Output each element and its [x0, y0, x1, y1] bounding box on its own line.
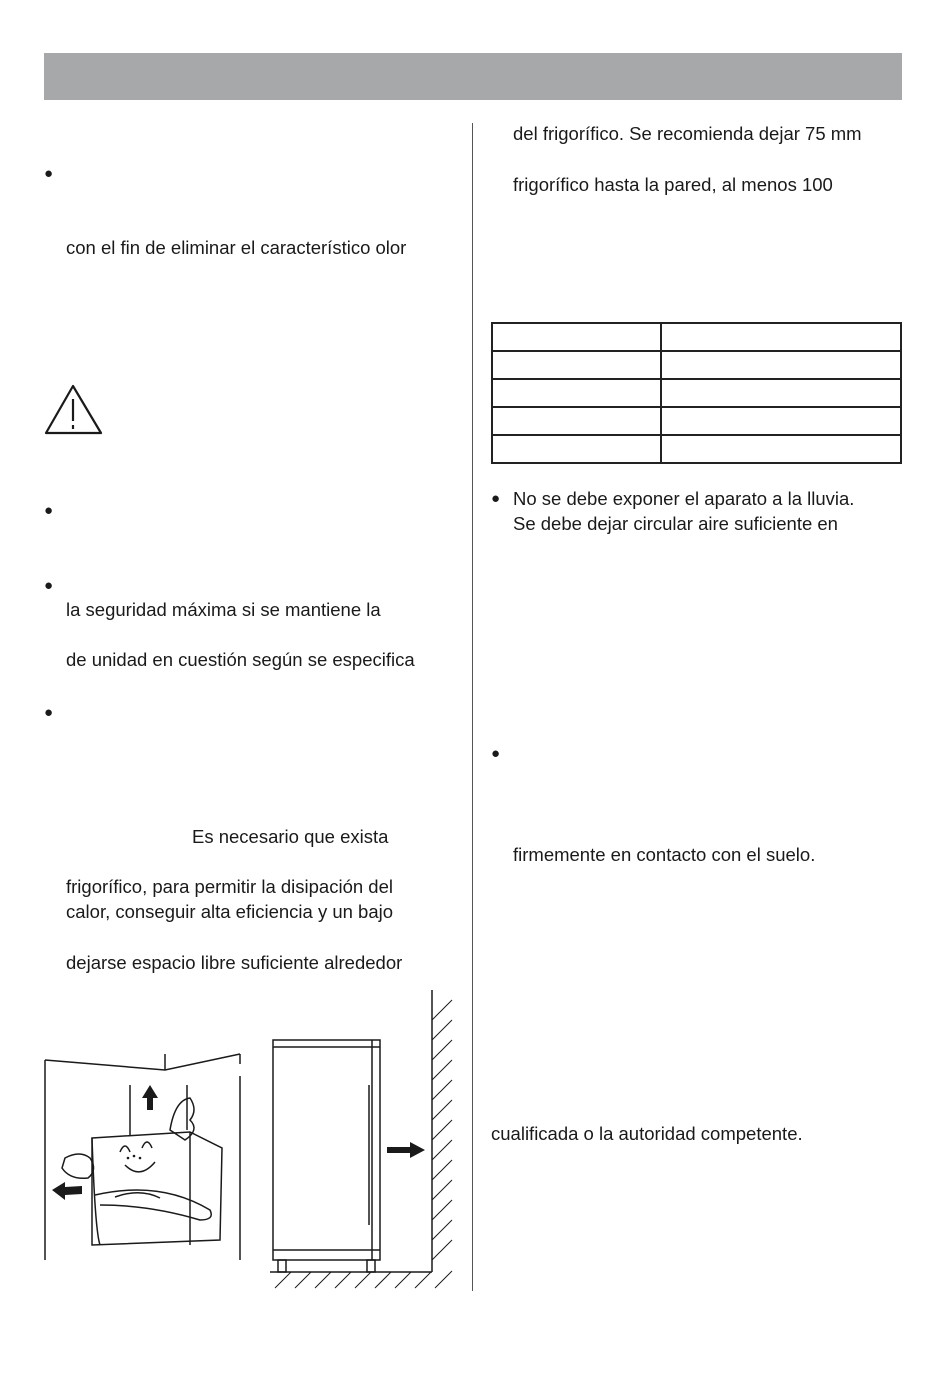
left-text-line: con el fin de eliminar el característico olor [66, 237, 407, 258]
table-cell [661, 379, 901, 407]
table-cell [661, 323, 901, 351]
left-text-line: la seguridad máxima si se mantiene la [66, 599, 381, 620]
warning-triangle-icon [44, 383, 104, 437]
table-cell [492, 435, 661, 463]
table-cell [661, 351, 901, 379]
table-cell [661, 435, 901, 463]
bullet-dot-icon: ● [44, 165, 54, 182]
table-row [492, 407, 901, 435]
table-cell [492, 407, 661, 435]
right-text-line: del frigorífico. Se recomienda dejar 75 mm [513, 123, 862, 144]
left-text-line: calor, conseguir alta eficiencia y un bajo [66, 901, 394, 922]
right-text-line: firmemente en contacto con el suelo. [513, 844, 816, 865]
bullet-dot-icon: ● [491, 745, 501, 762]
table-cell [492, 351, 661, 379]
right-text-line: Se debe dejar circular aire suficiente en [513, 513, 838, 534]
left-text-line: dejarse espacio libre suficiente alrededor [66, 952, 403, 973]
table-row [492, 323, 901, 351]
bullet-dot-icon: ● [44, 502, 54, 519]
left-text-line: frigorífico, para permitir la disipación del [66, 876, 393, 897]
bullet-dot-icon: ● [44, 704, 54, 721]
right-text-line: No se debe exponer el aparato a la lluvia. [513, 488, 855, 509]
table-row [492, 435, 901, 463]
bullet-dot-icon: ● [491, 490, 501, 507]
table-cell [661, 407, 901, 435]
clearance-table [491, 322, 902, 464]
fridge-wall-clearance-illustration [265, 985, 460, 1290]
table-row [492, 379, 901, 407]
left-text-line: de unidad en cuestión según se especifica [66, 649, 415, 670]
table-cell [492, 379, 661, 407]
header-bar [44, 53, 902, 100]
fridge-mascot-illustration [40, 1040, 250, 1290]
left-text-line: Es necesario que exista [192, 826, 389, 847]
bullet-dot-icon: ● [44, 577, 54, 594]
table-row [492, 351, 901, 379]
column-divider [472, 123, 473, 1291]
table-cell [492, 323, 661, 351]
right-text-line: frigorífico hasta la pared, al menos 100 [513, 174, 833, 195]
right-text-line: cualificada o la autoridad competente. [491, 1123, 803, 1144]
